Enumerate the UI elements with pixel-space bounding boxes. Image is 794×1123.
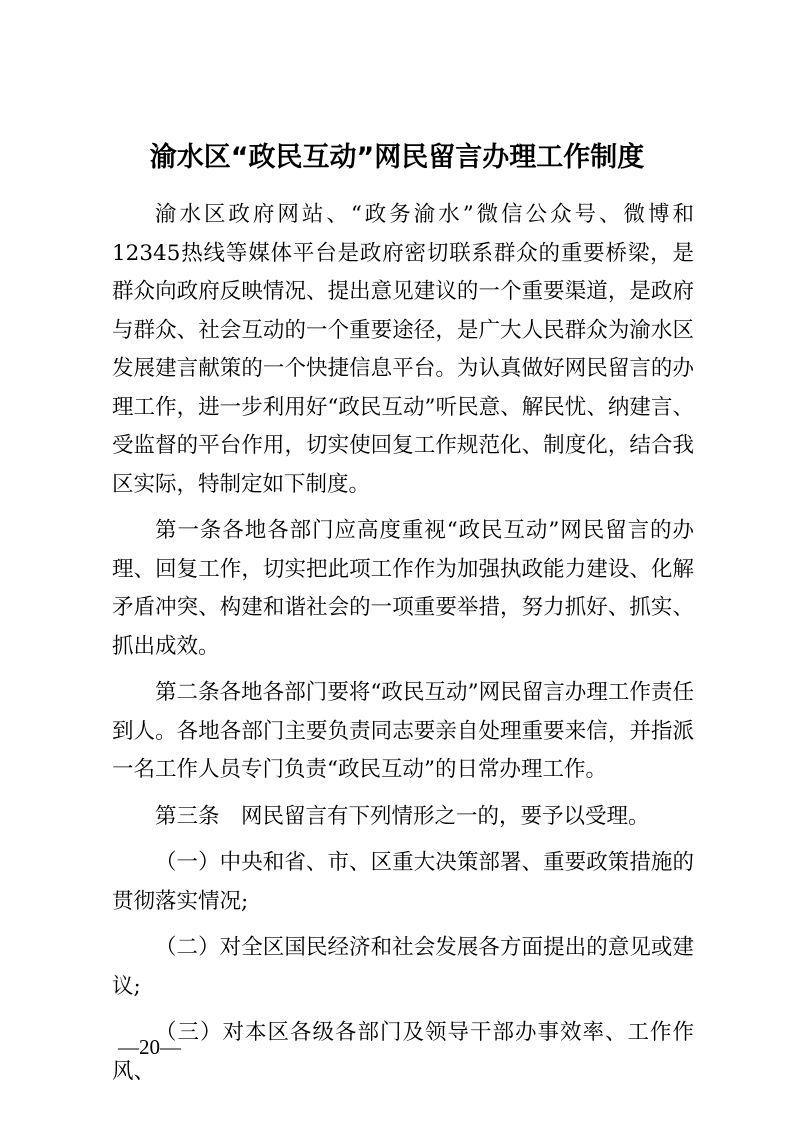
paragraph-article-3: 第三条 网民留言有下列情形之一的，要予以受理。: [155, 803, 650, 829]
paragraph-item-3: （三）对本区各级各部门及领导干部办事效率、工作作风、: [112, 1020, 694, 1084]
paragraph-intro: 渝水区政府网站、“政务渝水”微信公众号、微博和12345热线等媒体平台是政府密切联系群众的重要桥梁，是群众向政府反映情况、提出意见建议的一个重要渠道，是政府与群众、社会互动的一个重要途径，是广大人民群众为渝水区发展建言献策的一个快捷信息平台。为认真做好网民留言的办理工作，进一步利用好“政民互动”听民意、解民忧、纳建言、受监督的平台作用，切实使回复工作规范化、制度化，结合我区实际，特制定如下制度。: [112, 202, 694, 497]
document-body: [112, 196, 694, 1091]
paragraph-article-2: 第二条各地各部门要将“政民互动”网民留言办理工作责任到人。各地各部门主要负责同志要亲自处理重要来信，并指派一名工作人员专门负责“政民互动”的日常办理工作。: [112, 680, 694, 782]
page-number: —20—: [118, 1035, 181, 1059]
paragraph-item-1: （一）中央和省、市、区重大决策部署、重要政策措施的贯彻落实情况;: [112, 850, 694, 914]
document-title: 渝水区“政民互动”网民留言办理工作制度: [149, 142, 645, 173]
paragraph-item-2: （二）对全区国民经济和社会发展各方面提出的意见或建议;: [112, 935, 694, 999]
paragraph-article-1: 第一条各地各部门应高度重视“政民互动”网民留言的办理、回复工作，切实把此项工作作为加强执政能力建设、化解矛盾冲突、构建和谐社会的一项重要举措，努力抓好、抓实、抓出成效。: [112, 518, 694, 659]
